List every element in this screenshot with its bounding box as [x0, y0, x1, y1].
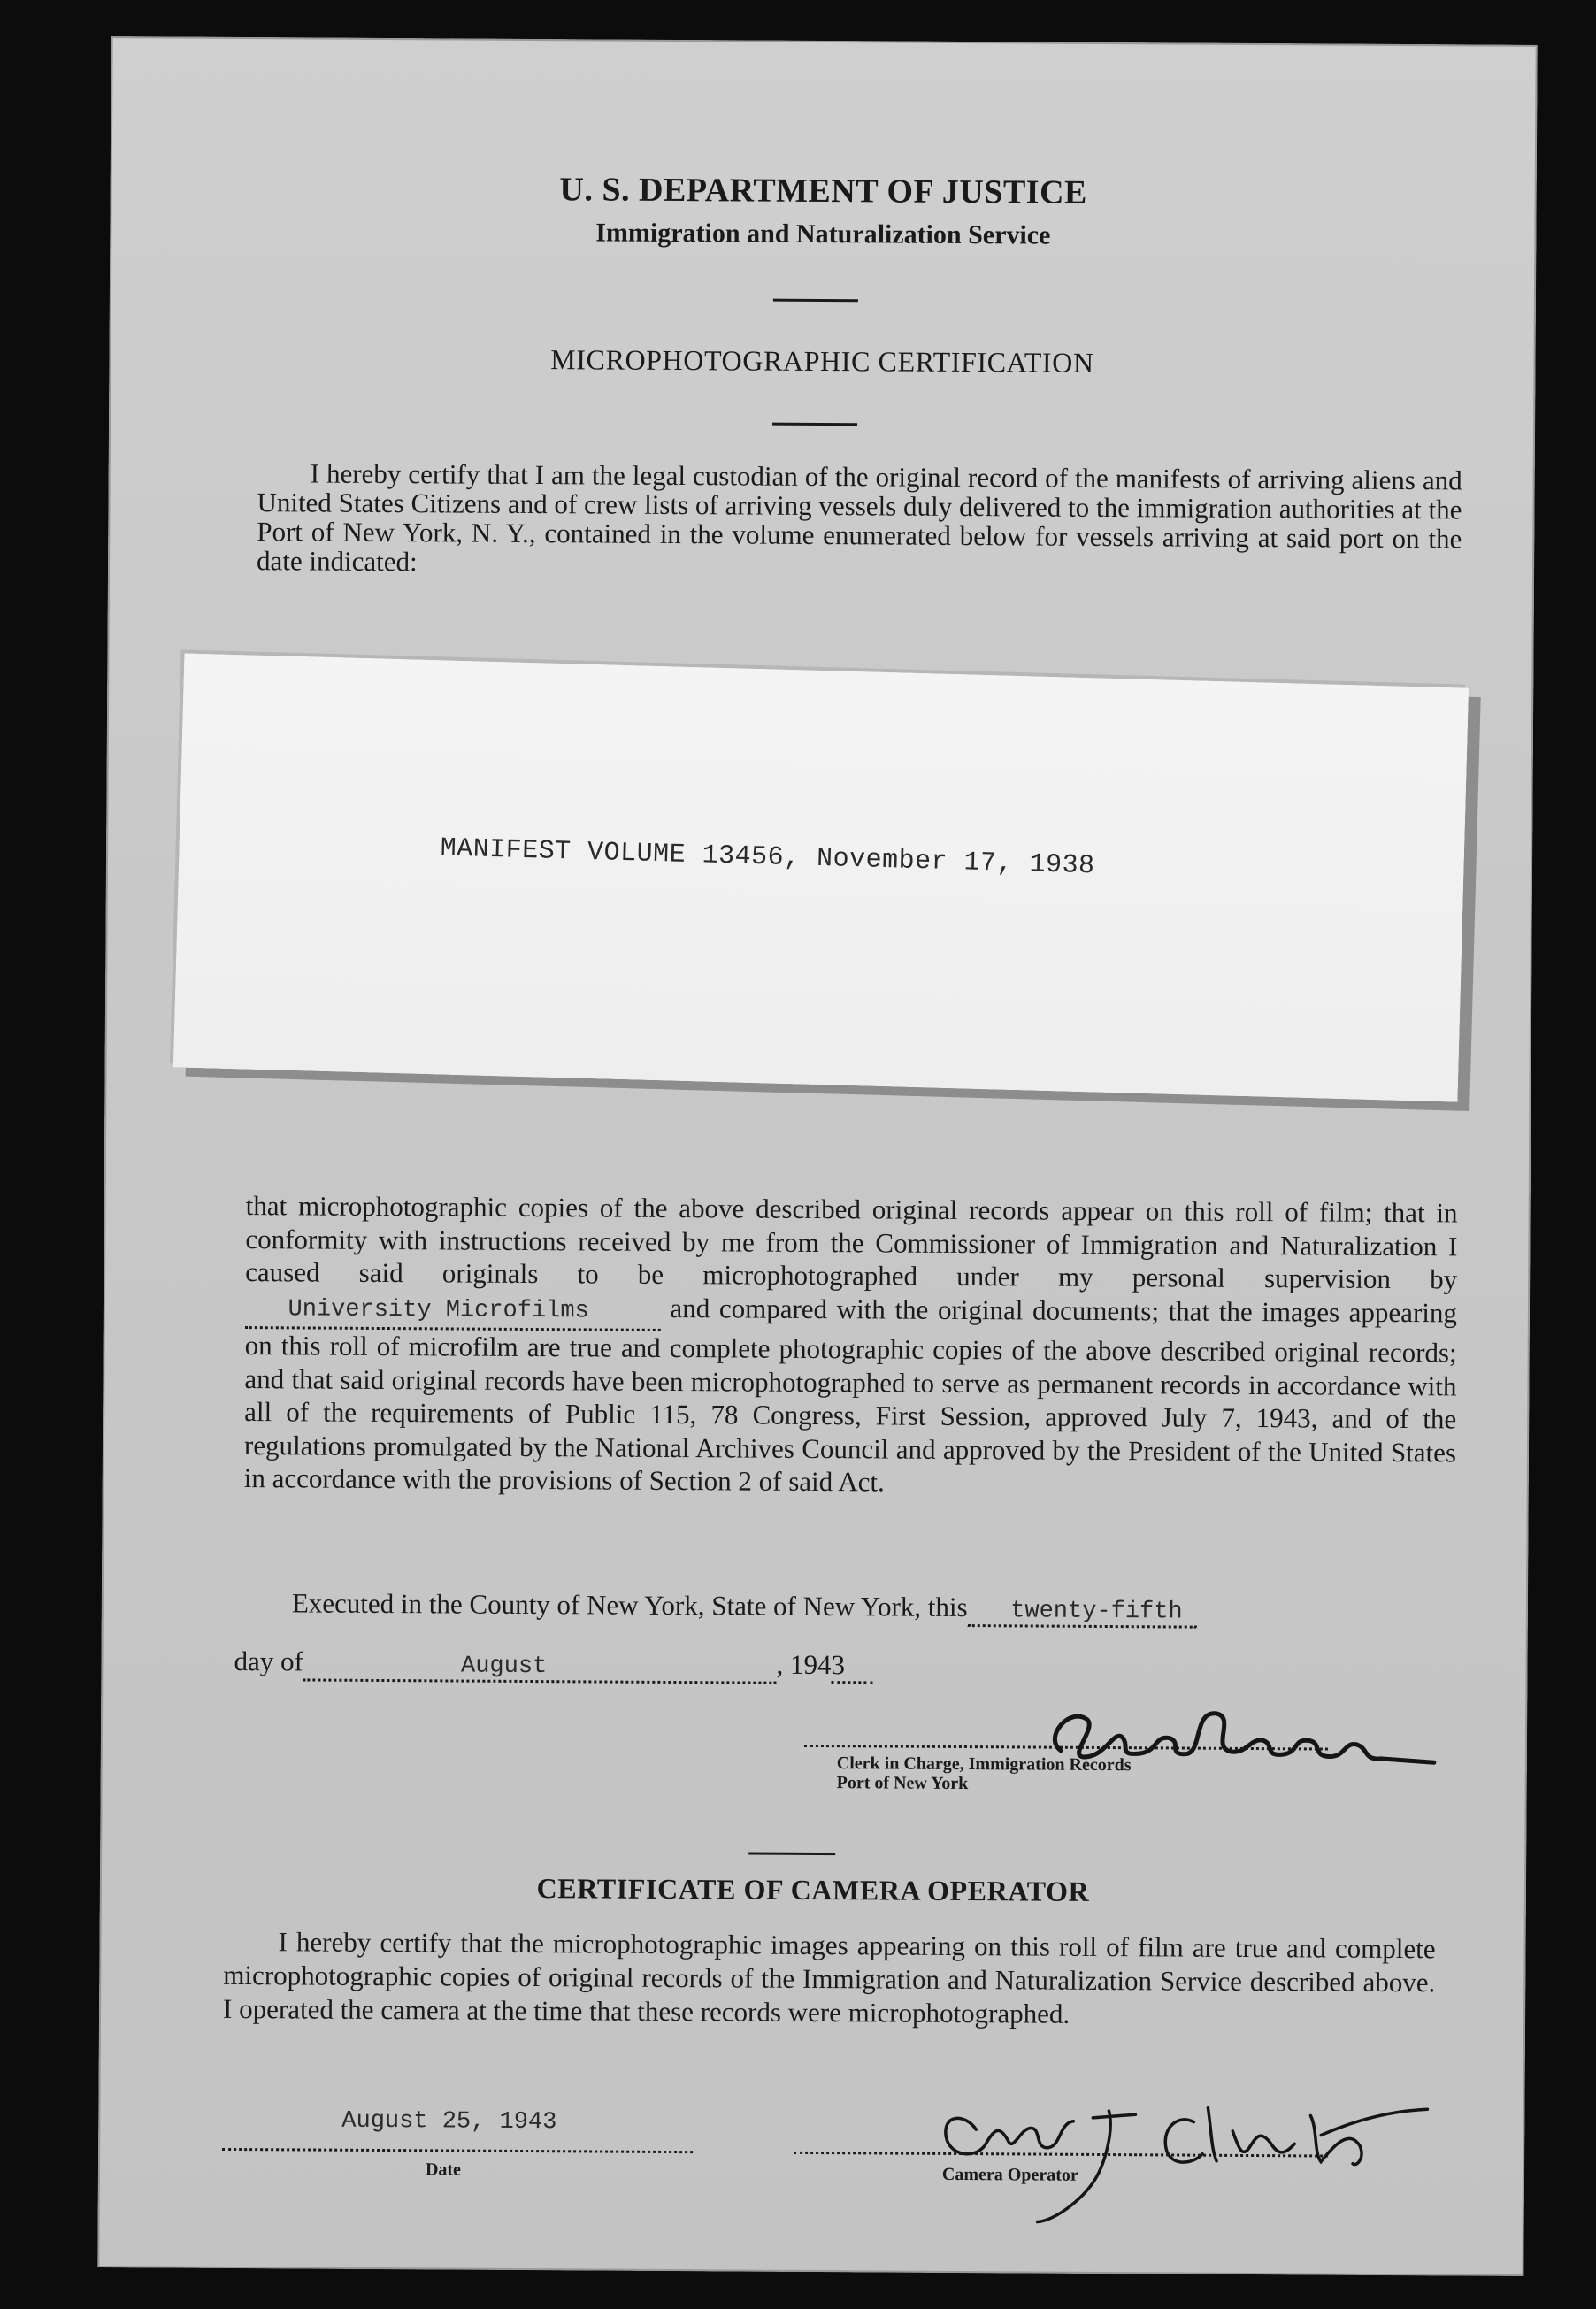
clerk-caption-line2: Port of New York: [836, 1773, 969, 1794]
service-subtitle: Immigration and Naturalization Service: [595, 218, 1051, 250]
body-text-part1: that microphotographic copies of the above described original records appear on this roll of film; that in conformity with instructions received by me from the Commissioner of Immigration and Naturalization I caused said originals to be microphotographed under my personal supervision by: [245, 1190, 1458, 1295]
manifest-label-card: [173, 653, 1469, 1101]
camera-date-line: [222, 2148, 693, 2153]
camera-operator-caption: Camera Operator: [941, 2164, 1078, 2185]
day-field: [968, 1598, 1197, 1629]
certification-title: MICROPHOTOGRAPHIC CERTIFICATION: [550, 343, 1094, 379]
photographer-value: University Microfilms: [288, 1295, 589, 1324]
camera-date-value: August 25, 1943: [341, 2107, 557, 2136]
intro-paragraph: I hereby certify that I am the legal custodian of the original record of the manifests of arriving aliens and United States Citizens and of crew lists of arriving vessels duly delivered to the immigration authorities at the Port of New York, N. Y., contained in the volume enumerated below for vessels arriving at said port on the date indicated:: [256, 457, 1462, 578]
certification-body: [244, 1189, 1458, 1502]
month-field: [303, 1652, 777, 1684]
department-title: U. S. DEPARTMENT OF JUSTICE: [559, 171, 1087, 211]
certificate-page: [97, 36, 1537, 2276]
year-digit: 3: [831, 1649, 846, 1681]
body-text-part2: and compared with the original documents; that the images appearing on this roll of microfilm are true and complete photographic copies of the above described original records; and that said original records have been microphotographed to serve as permanent records in accordance with all of the requirements of Public 115, 78 Congress, First Session, approved July 7, 1943, and of the regulations promulgated by the National Archives Council and approved by the President of the United States in accordance with the provisions of Section 2 of said Act.: [243, 1292, 1458, 1498]
divider-rule: [748, 1853, 835, 1856]
year-field: [831, 1649, 872, 1684]
divider-rule: [772, 423, 857, 426]
camera-operator-signature: [861, 2031, 1428, 2229]
executed-prefix: Executed in the County of New York, State of New York, this: [291, 1587, 968, 1623]
executed-line: [292, 1587, 1197, 1628]
clerk-caption-line1: Clerk in Charge, Immigration Records: [836, 1753, 1132, 1776]
manifest-label: MANIFEST VOLUME 13456, November 17, 1938: [440, 833, 1095, 882]
divider-rule: [773, 299, 858, 303]
date-of-execution-line: [234, 1645, 872, 1684]
day-of-label: day of: [234, 1645, 303, 1677]
day-value: twenty-fifth: [1010, 1598, 1183, 1626]
camera-operator-title: CERTIFICATE OF CAMERA OPERATOR: [536, 1872, 1090, 1907]
camera-date-caption: Date: [425, 2159, 462, 2180]
photographer-field: [245, 1293, 661, 1331]
camera-operator-paragraph: I hereby certify that the microphotographic images appearing on this roll of film are true and complete microphotographic copies of original records of the Immigration and Naturalization Service described above. I operated the camera at the time that these records were microphotographed.: [222, 1926, 1436, 2029]
year-prefix: , 194: [776, 1648, 832, 1681]
month-value: August: [460, 1653, 548, 1681]
clerk-caption: [837, 1753, 1132, 1794]
